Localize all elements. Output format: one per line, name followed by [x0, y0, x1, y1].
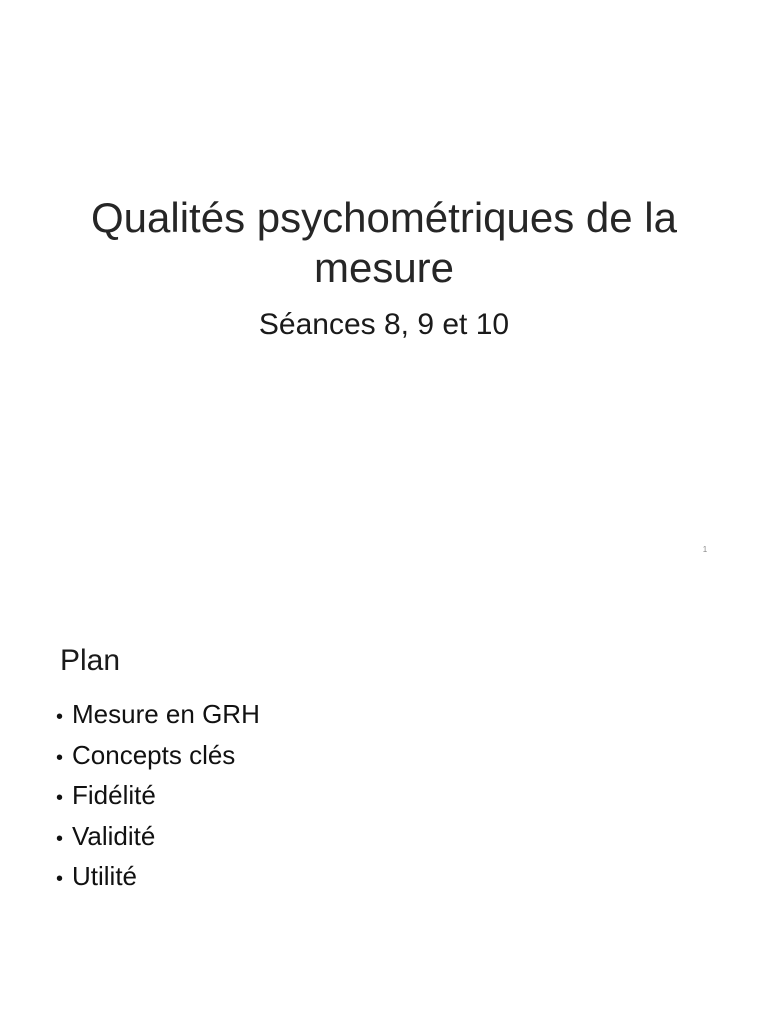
- list-item: [56, 696, 260, 737]
- bullet-icon: •: [56, 827, 64, 850]
- plan-heading: Plan: [60, 644, 121, 677]
- slide-subtitle: Séances 8, 9 et 10: [258, 308, 510, 341]
- list-item-label: Validité: [72, 820, 156, 851]
- plan-slide: [0, 600, 768, 1024]
- list-item-label: Mesure en GRH: [72, 699, 260, 729]
- bullet-icon: •: [56, 868, 64, 890]
- list-item: [56, 858, 260, 899]
- list-item-label: Concepts clés: [72, 739, 236, 770]
- slide-title: Qualités psychométriques de la mesure: [91, 194, 677, 291]
- bullet-icon: •: [56, 746, 64, 769]
- list-item: [56, 777, 260, 818]
- bullet-icon: •: [56, 787, 64, 809]
- list-item-label: Utilité: [72, 861, 138, 891]
- bullet-icon: •: [56, 706, 64, 728]
- list-item-label: Fidélité: [72, 780, 156, 810]
- page-number: 1: [702, 545, 708, 554]
- plan-list: [56, 696, 260, 899]
- list-item: [56, 818, 260, 859]
- list-item: [56, 737, 260, 778]
